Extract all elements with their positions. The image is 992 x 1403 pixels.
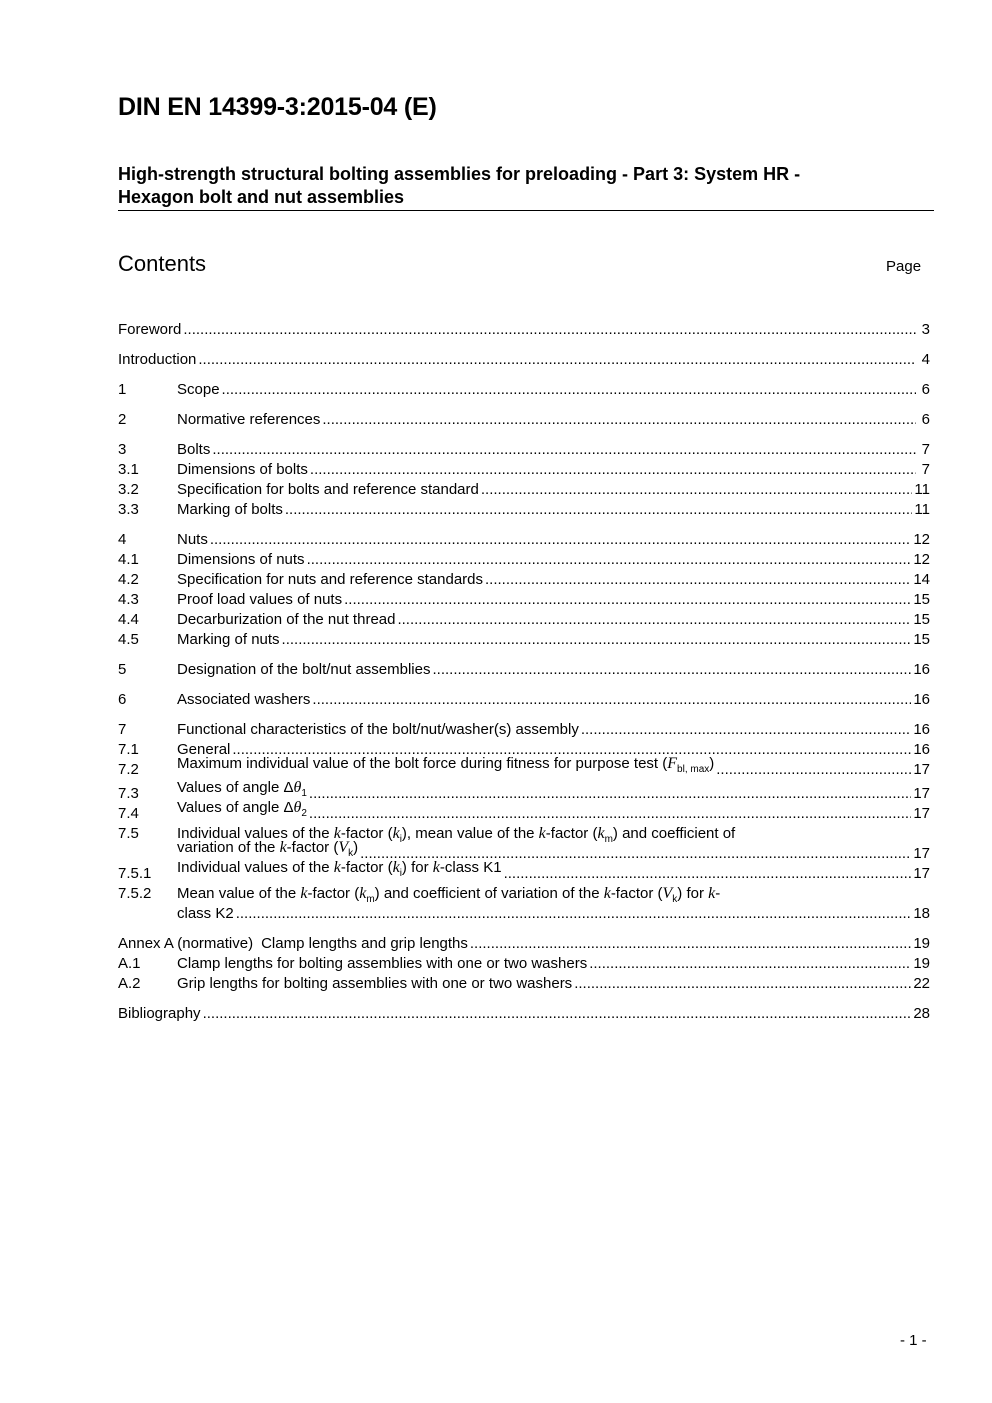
toc-title: General (177, 741, 231, 758)
toc-title: Marking of bolts (177, 501, 283, 518)
toc-title: Bibliography (118, 1005, 201, 1022)
toc-page: 17 (913, 805, 930, 822)
toc-title: Decarburization of the nut thread (177, 611, 396, 628)
toc-title: Proof load values of nuts (177, 591, 343, 608)
dot-leader (212, 440, 916, 460)
toc-number: 4 (118, 531, 127, 548)
dot-leader (470, 934, 911, 954)
toc-title: Designation of the bolt/nut assemblies (177, 661, 431, 678)
toc-entry-3[interactable] (118, 440, 930, 460)
dot-leader (198, 350, 916, 370)
toc-page: 16 (913, 741, 930, 758)
dot-leader (485, 570, 911, 590)
toc-entry-7-5-1[interactable] (118, 859, 930, 884)
document-subtitle (118, 163, 918, 209)
toc-entry-7-2[interactable] (118, 755, 930, 780)
toc-page: 4 (921, 351, 930, 368)
toc-page: 7 (921, 441, 930, 458)
toc-entry-bibliography[interactable] (118, 1004, 930, 1024)
toc-page: 12 (913, 531, 930, 548)
toc-title: Grip lengths for bolting assemblies with one or two washers (177, 975, 573, 992)
toc-page: 17 (913, 785, 930, 802)
toc-number: 3.1 (118, 461, 139, 478)
toc-title-line-1: Individual values of the k-factor $(k_i)$, mean value of the k-factor $(k_m)$ and coefficient of (177, 825, 736, 845)
dot-leader (481, 480, 913, 500)
toc-number: 3.2 (118, 481, 139, 498)
dot-leader (432, 660, 911, 680)
dot-leader (310, 460, 916, 480)
toc-title: Values of angle $\Delta\theta_2$ (177, 799, 307, 819)
dot-leader (581, 720, 911, 740)
toc-page: 15 (913, 611, 930, 628)
toc-title: Specification for bolts and reference standard (177, 481, 479, 498)
toc-title: Nuts (177, 531, 208, 548)
toc-title-line-2: variation of the k-factor $(V_k)$ ..... 17 (177, 844, 930, 864)
toc-title: Introduction (118, 351, 197, 368)
toc-number: A.2 (118, 975, 141, 992)
toc-number: 7.5 (118, 825, 139, 842)
dot-leader (222, 380, 916, 400)
title-divider (118, 210, 934, 211)
dot-leader (574, 974, 911, 994)
dot-leader (307, 550, 912, 570)
dot-leader (285, 500, 913, 520)
toc-number: 6 (118, 691, 127, 708)
toc-page: 22 (913, 975, 930, 992)
toc-number: 7.3 (118, 785, 139, 802)
toc-page: 17 (913, 845, 930, 862)
dot-leader (504, 864, 912, 884)
document-id: DIN EN 14399-3:2015-04 (E) (118, 93, 437, 121)
toc-title: Maximum individual value of the bolt force during fitness for purpose test $(F_{bl, max})$ (177, 755, 715, 775)
toc-title: Dimensions of bolts (177, 461, 308, 478)
toc-entry-7-5[interactable] (118, 824, 930, 864)
toc-entry-5[interactable] (118, 660, 930, 680)
toc-page: 15 (913, 631, 930, 648)
toc-title: Associated washers (177, 691, 311, 708)
dot-leader (236, 904, 912, 924)
dot-leader (397, 610, 911, 630)
toc-page: 28 (913, 1005, 930, 1022)
toc-title: Bolts (177, 441, 211, 458)
toc-entry-4-5[interactable] (118, 630, 930, 650)
toc-page: 11 (914, 501, 930, 518)
dot-leader (309, 804, 911, 824)
toc-entry-3-3[interactable] (118, 500, 930, 520)
contents-heading: Contents (118, 251, 207, 276)
toc-entry-2[interactable] (118, 410, 930, 430)
toc-entry-4[interactable] (118, 530, 930, 550)
toc-number: 4.2 (118, 571, 139, 588)
toc-title: Normative references (177, 411, 321, 428)
toc-page: 3 (921, 321, 930, 338)
toc-title: Individual values of the k-factor $(k_i)$ for k-class K1 (177, 859, 502, 879)
toc-title-line-1: Mean value of the k-factor $(k_m)$ and coefficient of variation of the k-factor $(V_k)$ for k- (177, 885, 721, 905)
toc-number: 7.5.2 (118, 885, 152, 902)
toc-page: 14 (913, 571, 930, 588)
toc-page: 6 (921, 411, 930, 428)
toc-entry-foreword[interactable] (118, 320, 930, 340)
toc-entry-4-4[interactable] (118, 610, 930, 630)
toc-entry-7-5-2[interactable] (118, 884, 930, 924)
page-column-label: Page (886, 258, 922, 275)
toc-number: 2 (118, 411, 127, 428)
toc-number: 4.5 (118, 631, 139, 648)
toc-title: Clamp lengths for bolting assemblies with one or two washers (177, 955, 588, 972)
dot-leader (312, 690, 911, 710)
subtitle-line-2: Hexagon bolt and nut assemblies (118, 187, 405, 207)
toc-page: 16 (913, 721, 930, 738)
dot-leader (322, 410, 916, 430)
toc-title: Functional characteristics of the bolt/nut/washer(s) assembly (177, 721, 579, 738)
math-variable: θ (293, 799, 302, 816)
toc-number: 4.4 (118, 611, 139, 628)
toc-page: 6 (921, 381, 930, 398)
toc-number: 7.2 (118, 761, 139, 778)
dot-leader (344, 590, 911, 610)
math-variable: θ (293, 779, 302, 796)
toc-number: 3 (118, 441, 127, 458)
toc-page: 17 (913, 865, 930, 882)
toc-entry-3-2[interactable] (118, 480, 930, 500)
dot-leader (716, 760, 911, 780)
toc-entry-7[interactable] (118, 720, 930, 740)
toc-number: 7 (118, 721, 127, 738)
toc-entry-6[interactable] (118, 690, 930, 710)
toc-number: 7.4 (118, 805, 139, 822)
toc-page: 19 (913, 955, 930, 972)
toc-number: 7.5.1 (118, 865, 152, 882)
dot-leader (589, 954, 911, 974)
toc-entry-4-3[interactable] (118, 590, 930, 610)
toc-page: 17 (913, 761, 930, 778)
toc-entry-introduction[interactable] (118, 350, 930, 370)
toc-page: 16 (913, 691, 930, 708)
dot-leader (203, 1004, 912, 1024)
toc-title: Marking of nuts (177, 631, 280, 648)
toc-title: Foreword (118, 321, 182, 338)
toc-number: 5 (118, 661, 127, 678)
toc-number: 4.1 (118, 551, 139, 568)
toc-entry-1[interactable] (118, 380, 930, 400)
toc-title: Annex A (normative) Clamp lengths and grip lengths (118, 935, 468, 952)
annex-kind: (normative) (177, 935, 254, 952)
toc-number: 1 (118, 381, 127, 398)
toc-entry-4-1[interactable] (118, 550, 930, 570)
toc-title: Values of angle $\Delta\theta_1$ (177, 779, 307, 799)
toc-page: 7 (921, 461, 930, 478)
dot-leader (210, 530, 911, 550)
toc-number: 3.3 (118, 501, 139, 518)
annex-label: Annex A (118, 935, 174, 952)
toc-title: Scope (177, 381, 220, 398)
toc-page: 11 (914, 481, 930, 498)
toc-number: A.1 (118, 955, 141, 972)
table-of-contents (118, 320, 930, 1024)
toc-entry-a-1[interactable] (118, 954, 930, 974)
toc-page: 19 (913, 935, 930, 952)
math-variable: F (667, 755, 678, 772)
toc-number: 7.1 (118, 741, 139, 758)
dot-leader (183, 320, 916, 340)
dot-leader (282, 630, 912, 650)
toc-page: 18 (913, 905, 930, 922)
toc-entry-7-4[interactable] (118, 799, 930, 824)
page-number: - 1 - (900, 1332, 927, 1349)
toc-entry-3-1[interactable] (118, 460, 930, 480)
toc-page: 15 (913, 591, 930, 608)
toc-number: 4.3 (118, 591, 139, 608)
toc-title: Dimensions of nuts (177, 551, 305, 568)
toc-entry-annex-a[interactable] (118, 934, 930, 954)
toc-title: Specification for nuts and reference standards (177, 571, 484, 588)
toc-title-line-2: class K2 ..... 18 (177, 904, 930, 924)
toc-entry-4-2[interactable] (118, 570, 930, 590)
toc-page: 16 (913, 661, 930, 678)
dot-leader (360, 844, 911, 864)
toc-entry-a-2[interactable] (118, 974, 930, 994)
toc-page: 12 (913, 551, 930, 568)
subtitle-line-1: High-strength structural bolting assemblies for preloading - Part 3: System HR - (118, 164, 801, 184)
